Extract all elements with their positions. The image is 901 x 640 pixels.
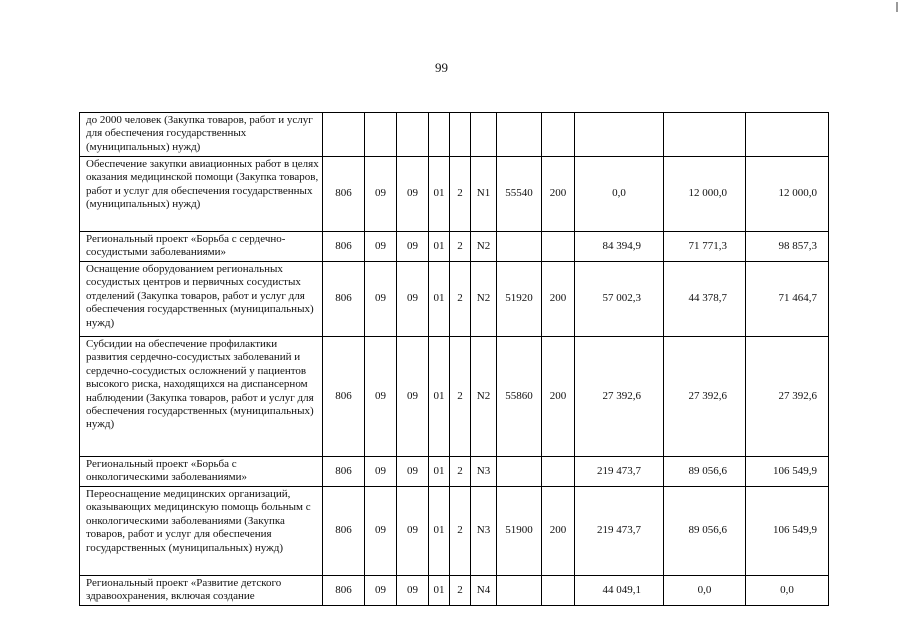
cell-amount-year-1: 219 473,7: [575, 487, 664, 576]
cell-expense-direction: [497, 457, 542, 487]
cell-amount-year-3: 71 464,7: [746, 262, 829, 337]
row-description: Региональный проект «Борьба с онкологическими заболеваниями»: [80, 457, 323, 487]
cell-amount-year-3: 0,0: [746, 576, 829, 606]
cell-expense-direction: 55860: [497, 337, 542, 457]
cell-project: N1: [471, 157, 497, 232]
cell-amount-year-2: 71 771,3: [664, 232, 746, 262]
cell-expense-type: [542, 113, 575, 157]
cell-amount-year-2: [664, 113, 746, 157]
cell-admin-code: 806: [323, 157, 365, 232]
cell-expense-direction: [497, 232, 542, 262]
table-row: [80, 113, 829, 157]
cell-section: 09: [365, 457, 397, 487]
cell-amount-year-1: 0,0: [575, 157, 664, 232]
cell-project: N3: [471, 457, 497, 487]
cell-admin-code: 806: [323, 487, 365, 576]
cell-expense-type: 200: [542, 157, 575, 232]
row-description: Субсидии на обеспечение профилактики развития сердечно-сосудистых заболеваний и сердечно-сосудистых осложнений у пациентов высокого риска, находящихся на диспансерном наблюдении (Закупка товаров, работ и услуг для обеспечения государственных (муниципальных) нужд): [80, 337, 323, 457]
cell-program: 01: [429, 487, 450, 576]
cell-expense-type: 200: [542, 337, 575, 457]
cell-subprogram: 2: [450, 337, 471, 457]
cell-subprogram: 2: [450, 232, 471, 262]
cell-expense-type: [542, 457, 575, 487]
cell-amount-year-1: [575, 113, 664, 157]
cell-project: N3: [471, 487, 497, 576]
cell-subsection: 09: [397, 457, 429, 487]
cell-amount-year-1: 219 473,7: [575, 457, 664, 487]
cell-amount-year-2: 89 056,6: [664, 457, 746, 487]
cell-subprogram: 2: [450, 262, 471, 337]
cell-program: 01: [429, 337, 450, 457]
row-description: Переоснащение медицинских организаций, оказывающих медицинскую помощь больным с онкологическими заболеваниями (Закупка товаров, работ и услуг для обеспечения государственных (муниципальных) нужд): [80, 487, 323, 576]
cell-expense-direction: 51900: [497, 487, 542, 576]
cell-admin-code: 806: [323, 457, 365, 487]
cell-subsection: 09: [397, 487, 429, 576]
cell-amount-year-3: 98 857,3: [746, 232, 829, 262]
table-body: [80, 113, 829, 606]
cell-amount-year-3: 27 392,6: [746, 337, 829, 457]
budget-table: [79, 112, 829, 606]
cell-program: 01: [429, 157, 450, 232]
cell-subsection: 09: [397, 232, 429, 262]
cell-amount-year-2: 44 378,7: [664, 262, 746, 337]
row-description: Региональный проект «Борьба с сердечно-сосудистыми заболеваниями»: [80, 232, 323, 262]
cell-amount-year-3: 106 549,9: [746, 487, 829, 576]
cell-expense-type: [542, 232, 575, 262]
table-row: [80, 457, 829, 487]
cell-admin-code: 806: [323, 232, 365, 262]
cell-amount-year-1: 84 394,9: [575, 232, 664, 262]
cell-amount-year-2: 12 000,0: [664, 157, 746, 232]
cell-subsection: 09: [397, 157, 429, 232]
table-row: [80, 232, 829, 262]
cell-amount-year-1: 57 002,3: [575, 262, 664, 337]
cell-expense-type: 200: [542, 262, 575, 337]
cell-amount-year-3: 12 000,0: [746, 157, 829, 232]
scan-edge-mark: [896, 2, 898, 12]
cell-section: 09: [365, 262, 397, 337]
cell-section: 09: [365, 487, 397, 576]
cell-amount-year-3: [746, 113, 829, 157]
cell-amount-year-2: 27 392,6: [664, 337, 746, 457]
cell-section: 09: [365, 576, 397, 606]
table-row: [80, 337, 829, 457]
cell-expense-direction: [497, 113, 542, 157]
cell-amount-year-2: 0,0: [664, 576, 746, 606]
cell-project: N2: [471, 262, 497, 337]
page-number: 99: [435, 60, 448, 75]
cell-admin-code: 806: [323, 337, 365, 457]
cell-subsection: [397, 113, 429, 157]
row-description: Обеспечение закупки авиационных работ в целях оказания медицинской помощи (Закупка товаров, работ и услуг для обеспечения государственных (муниципальных) нужд): [80, 157, 323, 232]
cell-amount-year-3: 106 549,9: [746, 457, 829, 487]
cell-subsection: 09: [397, 337, 429, 457]
cell-expense-direction: [497, 576, 542, 606]
cell-subprogram: [450, 113, 471, 157]
cell-expense-direction: 55540: [497, 157, 542, 232]
cell-program: 01: [429, 232, 450, 262]
table-row: [80, 487, 829, 576]
cell-subprogram: 2: [450, 157, 471, 232]
cell-program: 01: [429, 262, 450, 337]
cell-subsection: 09: [397, 576, 429, 606]
cell-expense-type: [542, 576, 575, 606]
cell-admin-code: 806: [323, 262, 365, 337]
cell-admin-code: [323, 113, 365, 157]
table-row: [80, 157, 829, 232]
cell-subsection: 09: [397, 262, 429, 337]
row-description: до 2000 человек (Закупка товаров, работ и услуг для обеспечения государственных (муниципальных) нужд): [80, 113, 323, 157]
cell-amount-year-1: 44 049,1: [575, 576, 664, 606]
cell-section: [365, 113, 397, 157]
cell-program: [429, 113, 450, 157]
cell-expense-direction: 51920: [497, 262, 542, 337]
cell-subprogram: 2: [450, 576, 471, 606]
row-description: Оснащение оборудованием региональных сосудистых центров и первичных сосудистых отделений (Закупка товаров, работ и услуг для обеспечения государственных (муниципальных) нужд): [80, 262, 323, 337]
table-row: [80, 576, 829, 606]
cell-expense-type: 200: [542, 487, 575, 576]
cell-amount-year-2: 89 056,6: [664, 487, 746, 576]
table-row: [80, 262, 829, 337]
cell-project: N2: [471, 337, 497, 457]
cell-subprogram: 2: [450, 457, 471, 487]
cell-section: 09: [365, 337, 397, 457]
cell-project: N2: [471, 232, 497, 262]
cell-subprogram: 2: [450, 487, 471, 576]
cell-project: N4: [471, 576, 497, 606]
cell-amount-year-1: 27 392,6: [575, 337, 664, 457]
cell-admin-code: 806: [323, 576, 365, 606]
cell-section: 09: [365, 157, 397, 232]
cell-section: 09: [365, 232, 397, 262]
cell-program: 01: [429, 576, 450, 606]
cell-program: 01: [429, 457, 450, 487]
row-description: Региональный проект «Развитие детского здравоохранения, включая создание: [80, 576, 323, 606]
cell-project: [471, 113, 497, 157]
